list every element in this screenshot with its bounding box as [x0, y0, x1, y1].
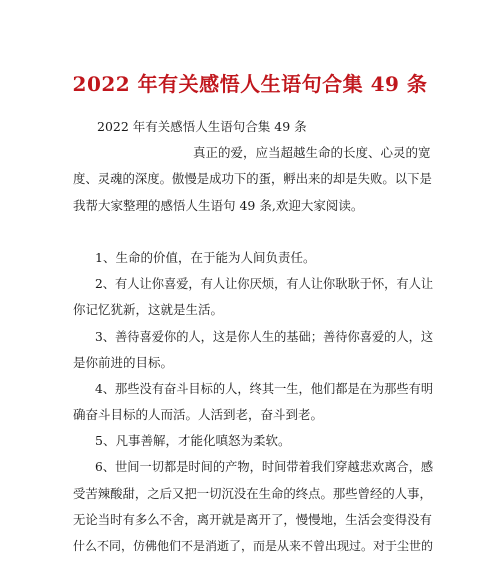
document-title: 2022 年有关感悟人生语句合集 49 条: [72, 72, 428, 96]
list-item-line: 是你前进的目标。: [73, 354, 174, 370]
list-item-line: 6、世间一切都是时间的产物，时间带着我们穿越悲欢离合，感: [95, 460, 434, 475]
list-item-line: 3、善待喜爱你的人，这是你人生的基础；善待你喜爱的人，这: [95, 329, 434, 344]
document-subtitle: 2022 年有关感悟人生语句合集 49 条: [97, 119, 307, 134]
document-body: [73, 114, 433, 565]
intro-line: 度、灵魂的深度。傲慢是成功下的蛋，孵出来的却是失败。以下是: [73, 171, 432, 187]
list-item-line: 2、有人让你喜爱，有人让你厌烦，有人让你耿耿于怀，有人让: [95, 277, 434, 292]
list-item: [73, 428, 433, 454]
list-item-line: 确奋斗目标的人而活。人活到老，奋斗到老。: [73, 407, 324, 423]
list-item-line: 什么不同，仿佛他们不是消逝了，而是从来不曾出现过。对于尘世的: [73, 539, 434, 553]
intro-line: 我帮大家整理的感悟人生语句 49 条,欢迎大家阅读。: [73, 197, 364, 213]
list-item: [73, 324, 433, 376]
list-item: [73, 245, 433, 271]
list-item: [73, 376, 433, 428]
list-item-line: 1、生命的价值，在于能为人间负责任。: [95, 249, 316, 265]
list-item-line: 4、那些没有奋斗目标的人，终其一生，他们都是在为那些有明: [95, 381, 434, 396]
list-item-line: 你记忆犹新，这就是生活。: [73, 302, 224, 318]
paragraph-spacer: [73, 219, 433, 245]
list-item-line: 无论当时有多么不舍，离开就是离开了，慢慢地，生活会变得没有: [73, 511, 432, 527]
list-item-line: [73, 559, 433, 565]
list-item: [73, 271, 433, 323]
intro-line: 真正的爱，应当超越生命的长度、心灵的宽: [193, 145, 431, 161]
list-item-line: 受苦辣酸甜，之后又把一切沉没在生命的终点。那些曾经的人事，: [73, 485, 432, 501]
list-item: [73, 454, 433, 565]
list-item-line: 5、凡事善解，才能化嗔怒为柔软。: [95, 433, 291, 449]
